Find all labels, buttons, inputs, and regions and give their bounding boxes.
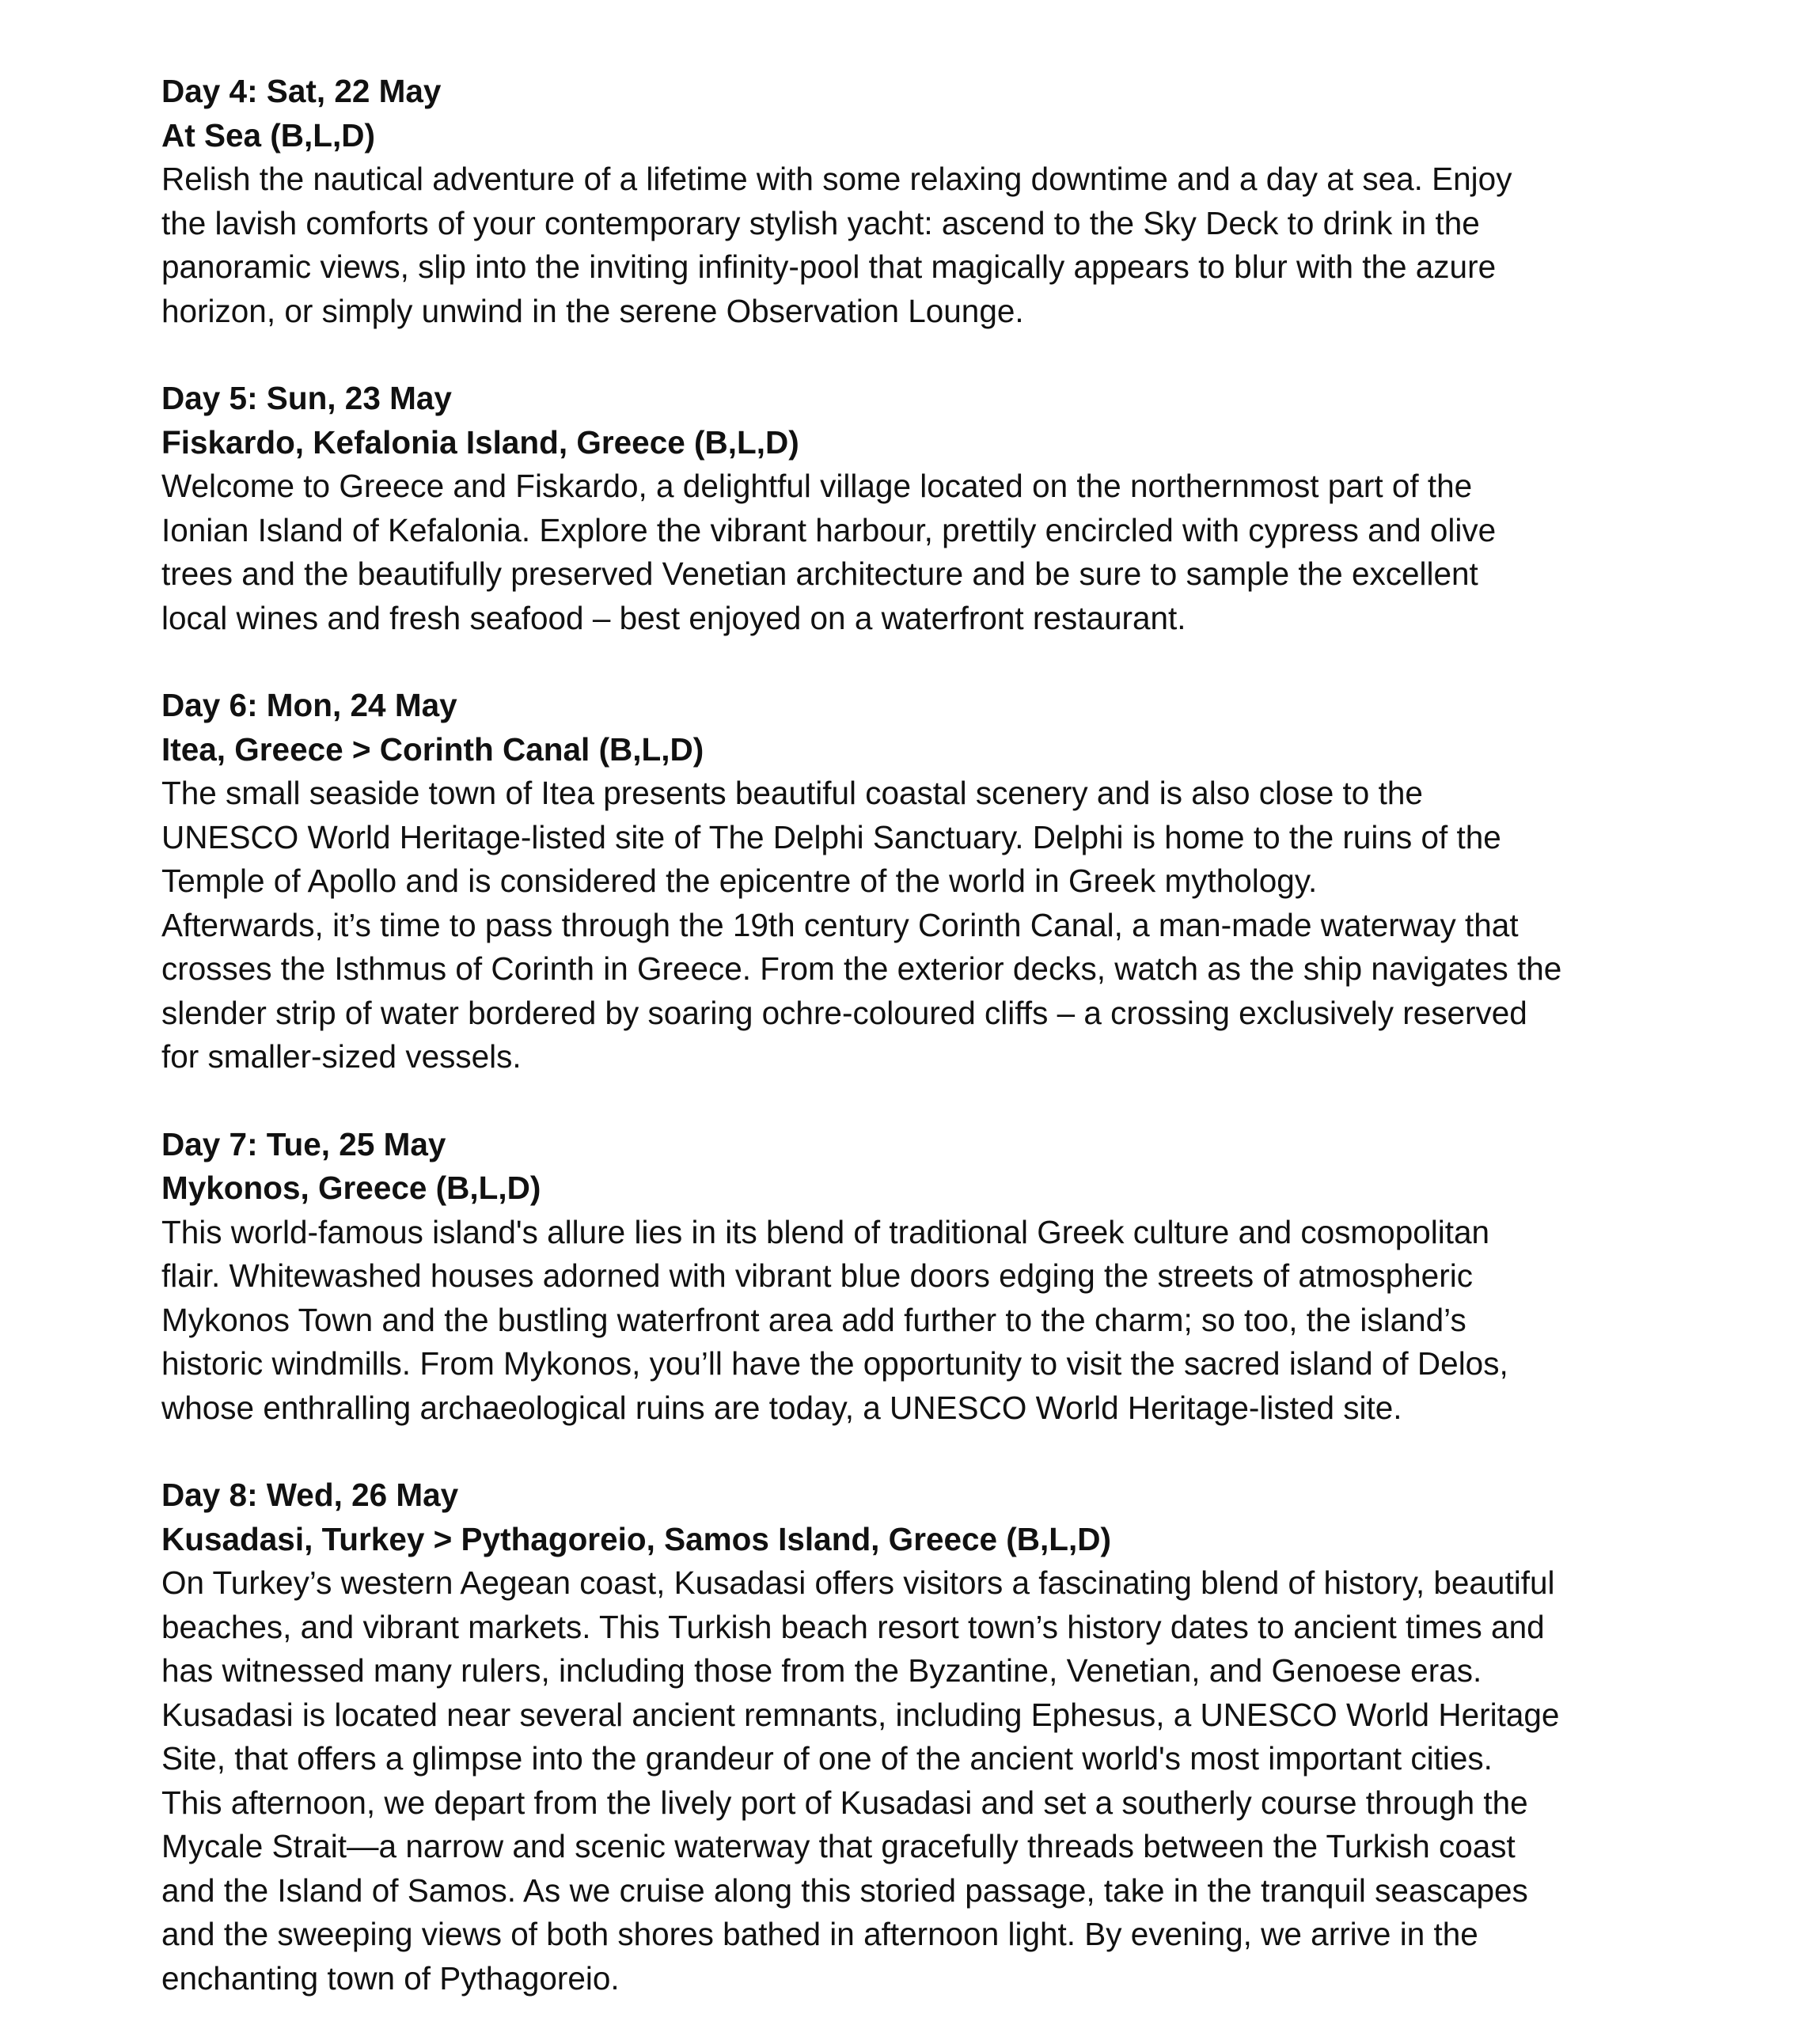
- text-line: On Turkey’s western Aegean coast, Kusadasi offers visitors a fascinating blend of history, beautiful: [161, 1564, 1555, 1601]
- text-line: Mycale Strait—a narrow and scenic waterway that gracefully threads between the Turkish coast: [161, 1828, 1516, 1864]
- paragraph: [161, 157, 1681, 333]
- day-heading: Day 7: Tue, 25 May: [161, 1125, 446, 1162]
- paragraph: [161, 1561, 1681, 1781]
- day-heading: Day 4: Sat, 22 May: [161, 73, 442, 109]
- day-heading: Day 8: Wed, 26 May: [161, 1477, 459, 1513]
- text-line: beaches, and vibrant markets. This Turkish beach resort town’s history dates to ancient times and: [161, 1608, 1545, 1645]
- text-line: This afternoon, we depart from the lively port of Kusadasi and set a southerly course through the: [161, 1784, 1528, 1821]
- day-section-8: [161, 1473, 1681, 2000]
- text-line: Mykonos Town and the bustling waterfront area add further to the charm; so too, the island’s: [161, 1301, 1466, 1338]
- paragraph: [161, 904, 1681, 1079]
- paragraph: [161, 772, 1681, 904]
- day-location: At Sea (B,L,D): [161, 116, 376, 154]
- itinerary-page: [161, 70, 1681, 2044]
- text-line: slender strip of water bordered by soaring ochre-coloured cliffs – a crossing exclusively reserved: [161, 994, 1527, 1031]
- text-line: horizon, or simply unwind in the serene Observation Lounge.: [161, 292, 1024, 329]
- text-line: Kusadasi is located near several ancient remnants, including Ephesus, a UNESCO World Heritage: [161, 1696, 1560, 1733]
- text-line: crosses the Isthmus of Corinth in Greece. From the exterior decks, watch as the ship navigates the: [161, 950, 1562, 987]
- day-location: Mykonos, Greece (B,L,D): [161, 1170, 541, 1206]
- day-description: [161, 772, 1681, 1079]
- day-section-5: [161, 377, 1681, 640]
- day-location: Itea, Greece > Corinth Canal (B,L,D): [161, 730, 704, 768]
- text-line: Site, that offers a glimpse into the grandeur of one of the ancient world's most important cities.: [161, 1740, 1493, 1777]
- day-section-4: [161, 70, 1681, 333]
- day-description: [161, 1211, 1681, 1431]
- text-line: UNESCO World Heritage-listed site of The Delphi Sanctuary. Delphi is home to the ruins of the: [161, 818, 1501, 855]
- text-line: panoramic views, slip into the inviting infinity-pool that magically appears to blur with the azure: [161, 248, 1497, 285]
- day-description: [161, 157, 1681, 333]
- text-line: The small seaside town of Itea presents beautiful coastal scenery and is also close to the: [161, 775, 1423, 811]
- day-section-6: [161, 684, 1681, 1079]
- text-line: historic windmills. From Mykonos, you’ll have the opportunity to visit the sacred island of Delos,: [161, 1345, 1508, 1382]
- day-heading: Day 5: Sun, 23 May: [161, 380, 452, 416]
- text-line: whose enthralling archaeological ruins are today, a UNESCO World Heritage-listed site.: [161, 1389, 1402, 1426]
- text-line: trees and the beautifully preserved Venetian architecture and be sure to sample the excellent: [161, 556, 1478, 592]
- text-line: Afterwards, it’s time to pass through the 19th century Corinth Canal, a man-made waterway that: [161, 906, 1519, 943]
- day-description: [161, 1561, 1681, 2000]
- text-line: and the sweeping views of both shores bathed in afternoon light. By evening, we arrive in the: [161, 1916, 1478, 1952]
- day-section-7: [161, 1123, 1681, 1431]
- text-line: flair. Whitewashed houses adorned with vibrant blue doors edging the streets of atmospheric: [161, 1257, 1473, 1294]
- text-line: Relish the nautical adventure of a lifetime with some relaxing downtime and a day at sea. Enjoy: [161, 161, 1512, 197]
- text-line: This world-famous island's allure lies in its blend of traditional Greek culture and cosmopolitan: [161, 1213, 1490, 1250]
- text-line: Ionian Island of Kefalonia. Explore the vibrant harbour, prettily encircled with cypress and olive: [161, 511, 1497, 548]
- day-location: Fiskardo, Kefalonia Island, Greece (B,L,D): [161, 423, 799, 461]
- paragraph: [161, 1211, 1681, 1431]
- day-description: [161, 465, 1681, 640]
- text-line: and the Island of Samos. As we cruise along this storied passage, take in the tranquil seascapes: [161, 1871, 1528, 1909]
- text-line: enchanting town of Pythagoreio.: [161, 1959, 620, 1997]
- text-line: Temple of Apollo and is considered the epicentre of the world in Greek mythology.: [161, 863, 1318, 899]
- text-line: Welcome to Greece and Fiskardo, a delightful village located on the northernmost part of the: [161, 468, 1473, 504]
- day-heading: Day 6: Mon, 24 May: [161, 687, 457, 723]
- paragraph: [161, 465, 1681, 640]
- text-line: has witnessed many rulers, including those from the Byzantine, Venetian, and Genoese eras.: [161, 1652, 1482, 1689]
- text-line: for smaller-sized vessels.: [161, 1038, 522, 1075]
- text-line: local wines and fresh seafood – best enjoyed on a waterfront restaurant.: [161, 599, 1186, 636]
- text-line: the lavish comforts of your contemporary stylish yacht: ascend to the Sky Deck to drink in the: [161, 204, 1480, 241]
- paragraph: [161, 1781, 1681, 2001]
- day-location: Kusadasi, Turkey > Pythagoreio, Samos Island, Greece (B,L,D): [161, 1520, 1112, 1557]
